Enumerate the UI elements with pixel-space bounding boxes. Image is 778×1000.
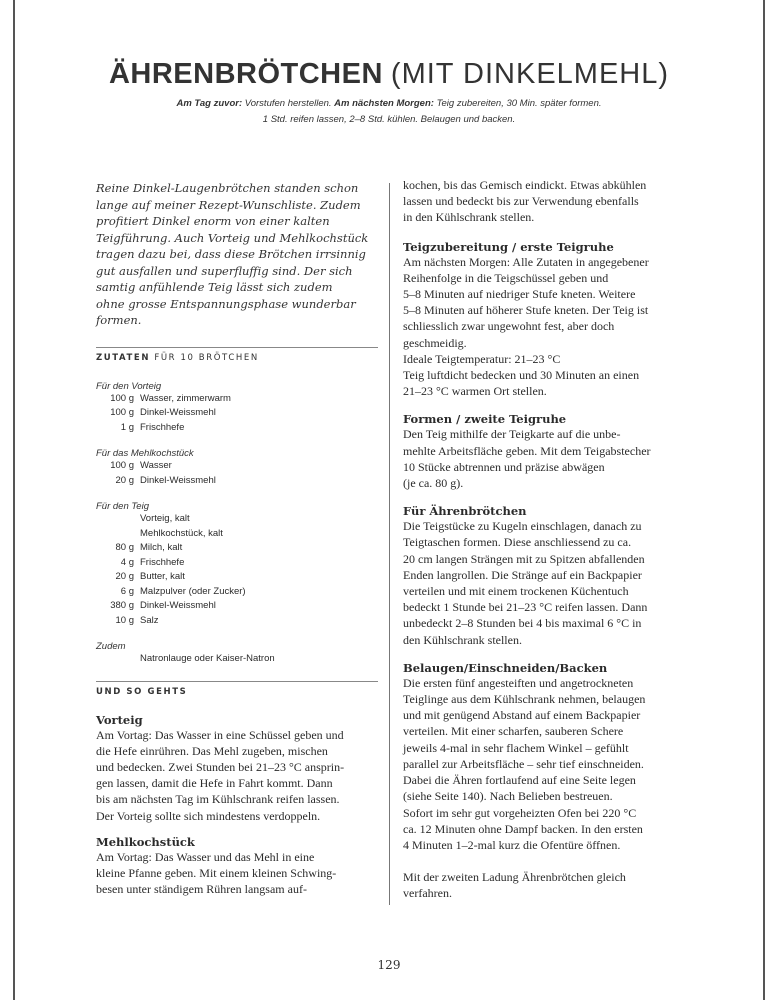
timeline-intro — [0, 96, 778, 128]
text-line: kochen, bis das Gemisch eindickt. Etwas abkühlen — [403, 178, 647, 192]
lead-line: tragen dazu bei, dass diese Brötchen irrsinnig — [96, 247, 366, 261]
ingredient-amount: 10 g — [115, 614, 134, 626]
text-line: ca. 12 Minuten ohne Dampf backen. In den ersten — [403, 821, 643, 836]
text-line: verteilen und mit einem trockenen Küchentuch — [403, 584, 629, 599]
page-title — [0, 44, 778, 104]
title-sub: (MIT DINKELMEHL) — [390, 58, 670, 90]
text-line: Am Vortag: Das Wasser und das Mehl in eine — [96, 849, 315, 864]
ingredient-group-label: Für das Mehlkochstück — [96, 448, 194, 459]
text-line: 20 cm langen Strängen mit zu Spitzen abfallenden — [403, 551, 645, 566]
text-line: Dabei die Ähren fortlaufend auf eine Seite legen — [403, 773, 636, 788]
text-line: lassen und bedeckt bis zur Verwendung ebenfalls — [403, 194, 639, 209]
step-title-aehren: Für Ährenbrötchen — [403, 504, 527, 519]
ingredient-group-label: Für den Teig — [96, 501, 149, 512]
text-line: Enden langrollen. Die Stränge auf ein Backpapier — [403, 567, 642, 582]
text-line: Ideale Teigtemperatur: 21–23 °C — [403, 351, 561, 366]
text-line: gen lassen, damit die Hefe in Fahrt kommt. Dann — [96, 776, 333, 791]
left-column — [96, 180, 378, 897]
lead-line: samtig anfühlende Teig lässt sich zudem — [96, 280, 333, 294]
text-line: bedeckt 1 Stunde bei 21–23 °C reifen lassen. Dann — [403, 600, 648, 615]
ingredient-name: Dinkel-Weissmehl — [140, 407, 216, 418]
ingredient-row — [96, 556, 378, 571]
title-main: ÄHRENBRÖTCHEN — [108, 58, 383, 90]
text-line: (siehe Seite 140). Nach Belieben bestreuen. — [403, 789, 613, 804]
text-line: unbedeckt 2–8 Stunden bei 4 bis maximal 6 °C in — [403, 616, 642, 631]
ingredient-name: Wasser, zimmerwarm — [140, 392, 231, 404]
text-line: Am Vortag: Das Wasser in eine Schüssel geben und — [96, 727, 344, 742]
intro-line-2: 1 Std. reifen lassen, 2–8 Std. kühlen. Belaugen und backen. — [262, 114, 516, 125]
ingredient-amount: 80 g — [115, 542, 134, 553]
step-title-teig: Teigzubereitung / erste Teigruhe — [403, 239, 614, 254]
text-line: besen unter ständigem Rühren langsam auf- — [96, 882, 307, 897]
ingredient-row — [96, 421, 378, 436]
ingredient-amount: 6 g — [120, 585, 134, 597]
text-line: verteilen. Mit einer scharfen, sauberen Schere — [403, 724, 624, 739]
text-line: Teigtaschen formen. Diese anschliessend zu ca. — [403, 535, 632, 550]
text-line: 5–8 Minuten auf höherer Stufe kneten. Der Teig ist — [403, 303, 649, 318]
ingredient-name: Frischhefe — [140, 421, 185, 433]
ingredients-heading-bold: ZUTATEN — [96, 352, 151, 363]
lead-line: ohne grosse Entspannungsphase wunderbar — [96, 296, 356, 311]
method-rule — [96, 681, 378, 682]
text-line: (je ca. 80 g). — [403, 476, 464, 491]
ingredient-amount — [96, 652, 140, 667]
ingredient-name: Natronlauge oder Kaiser-Natron — [140, 653, 275, 664]
text-line: Teig luftdicht bedecken und 30 Minuten an einen — [403, 368, 640, 383]
intro-label-day-before: Am Tag zuvor: — [176, 98, 243, 109]
ingredients-heading-rest: FÜR 10 BRÖTCHEN — [154, 352, 259, 363]
ingredient-name: Dinkel-Weissmehl — [140, 600, 216, 611]
text-line: Mit der zweiten Ladung Ährenbrötchen gleich — [403, 870, 626, 885]
ingredient-name: Malzpulver (oder Zucker) — [140, 585, 246, 597]
text-line: verfahren. — [403, 886, 452, 901]
ingredient-amount: 380 g — [110, 600, 134, 611]
text-line: parallel zur Arbeitsfläche – sehr tief einschneiden. — [403, 756, 644, 771]
text-line: Teiglinge aus dem Kühlschrank nehmen, belaugen — [403, 692, 646, 707]
outro-paragraph — [403, 869, 691, 901]
text-line: 21–23 °C warmen Ort stellen. — [403, 384, 547, 399]
lead-paragraph — [96, 180, 378, 329]
text-line: und bedecken. Zwei Stunden bei 21–23 °C ansprin- — [96, 759, 345, 774]
lead-line: gut ausfallen und superfluffig sind. Der sich — [96, 263, 353, 278]
text-line: und mit genügend Abstand auf einem Backpapier — [403, 708, 641, 723]
right-column — [403, 177, 691, 902]
method-heading: UND SO GEHTS — [96, 686, 188, 697]
ingredient-amount: 100 g — [110, 392, 134, 404]
text-line: geschmeidig. — [403, 335, 467, 350]
step-title-vorteig: Vorteig — [96, 712, 143, 727]
text-line: 5–8 Minuten auf niedriger Stufe kneten. Weitere — [403, 287, 636, 302]
ingredient-group-label: Zudem — [96, 641, 126, 652]
text-line: Reihenfolge in die Teigschüssel geben und — [403, 270, 609, 285]
lead-line: lange auf meiner Rezept-Wunschliste. Zudem — [96, 197, 361, 212]
ingredient-row — [96, 652, 378, 667]
step-text-vorteig — [96, 727, 378, 824]
text-line: bis am nächsten Tag im Kühlschrank reifen lassen. — [96, 792, 340, 807]
step-text-teig — [403, 254, 691, 400]
ingredient-amount: 100 g — [110, 407, 134, 418]
step-text-continuation — [403, 177, 691, 226]
ingredient-row — [96, 459, 378, 474]
text-line: 4 Minuten 1–2-mal kurz die Ofentüre öffnen. — [403, 837, 621, 852]
ingredient-row — [96, 585, 378, 600]
ingredients-heading — [96, 353, 378, 363]
text-line: Die Teigstücke zu Kugeln einschlagen, danach zu — [403, 519, 642, 534]
ingredient-row — [96, 570, 378, 585]
page-number: 129 — [377, 958, 401, 972]
ingredient-amount: 1 g — [120, 421, 134, 433]
text-line: Der Vorteig sollte sich mindestens verdoppeln. — [96, 808, 321, 823]
text-line: Die ersten fünf angesteiften und angetrockneten — [403, 675, 634, 690]
lead-line: profitiert Dinkel enorm von einer kalten — [96, 214, 330, 228]
ingredient-name: Dinkel-Weissmehl — [140, 474, 216, 486]
text-line: Am nächsten Morgen: Alle Zutaten in angegebener — [403, 254, 649, 269]
text-line: in den Kühlschrank stellen. — [403, 210, 535, 225]
ingredient-amount: 20 g — [115, 571, 134, 582]
text-line: schliesslich zwar ungewohnt fest, aber doch — [403, 319, 615, 334]
step-text-belaugen — [403, 675, 691, 853]
ingredient-row — [96, 392, 378, 407]
text-line: Den Teig mithilfe der Teigkarte auf die unbe- — [403, 427, 621, 442]
ingredients-rule — [96, 347, 378, 348]
ingredient-amount: 100 g — [110, 460, 134, 471]
ingredient-row — [96, 512, 378, 527]
text-line: 10 Stücke abtrennen und präzise abwägen — [403, 459, 605, 474]
ingredient-row — [96, 541, 378, 556]
ingredient-name: Milch, kalt — [140, 542, 183, 553]
ingredient-row — [96, 527, 378, 542]
ingredient-name: Mehlkochstück, kalt — [140, 527, 223, 539]
step-text-mehlkochstueck — [96, 849, 378, 898]
lead-line: formen. — [96, 313, 142, 327]
ingredient-row — [96, 406, 378, 421]
ingredient-name: Butter, kalt — [140, 571, 185, 582]
intro-text-day-before: Vorstufen herstellen. — [244, 98, 332, 109]
text-line: die Hefe einrühren. Das Mehl zugeben, mischen — [96, 743, 328, 758]
lead-line: Reine Dinkel-Laugenbrötchen standen schon — [96, 181, 359, 195]
intro-text-next-morning: Teig zubereiten, 30 Min. später formen. — [436, 98, 602, 109]
ingredient-name: Frischhefe — [140, 556, 185, 568]
ingredient-amount — [96, 512, 140, 527]
step-title-belaugen: Belaugen/Einschneiden/Backen — [403, 660, 608, 675]
ingredient-name: Vorteig, kalt — [140, 513, 190, 524]
column-divider — [389, 183, 390, 905]
ingredient-name: Wasser — [140, 460, 172, 471]
ingredient-row — [96, 474, 378, 489]
step-title-formen: Formen / zweite Teigruhe — [403, 412, 567, 427]
ingredient-name: Salz — [140, 614, 159, 626]
step-text-formen — [403, 426, 691, 491]
ingredient-amount: 20 g — [115, 474, 134, 486]
ingredient-group-label: Für den Vorteig — [96, 380, 162, 392]
intro-line-1 — [0, 96, 778, 112]
text-line: kleine Pfanne geben. Mit einem kleinen Schwing- — [96, 865, 337, 880]
intro-label-next-morning: Am nächsten Morgen: — [334, 98, 434, 109]
lead-line: Teigführung. Auch Vorteig und Mehlkochstück — [96, 230, 369, 245]
text-line: den Kühlschrank stellen. — [403, 632, 522, 647]
ingredient-row — [96, 599, 378, 614]
ingredient-amount: 4 g — [120, 556, 134, 568]
step-text-aehren — [403, 518, 691, 648]
text-line: Sofort im sehr gut vorgeheizten Ofen bei 220 °C — [403, 805, 637, 820]
step-title-mehlkochstueck: Mehlkochstück — [96, 834, 195, 849]
text-line: mehlte Arbeitsfläche geben. Mit dem Teigabstecher — [403, 443, 651, 458]
ingredient-row — [96, 614, 378, 629]
ingredient-amount — [96, 527, 140, 542]
text-line: jeweils 4-mal in sehr flachem Winkel – gefühlt — [403, 740, 629, 755]
